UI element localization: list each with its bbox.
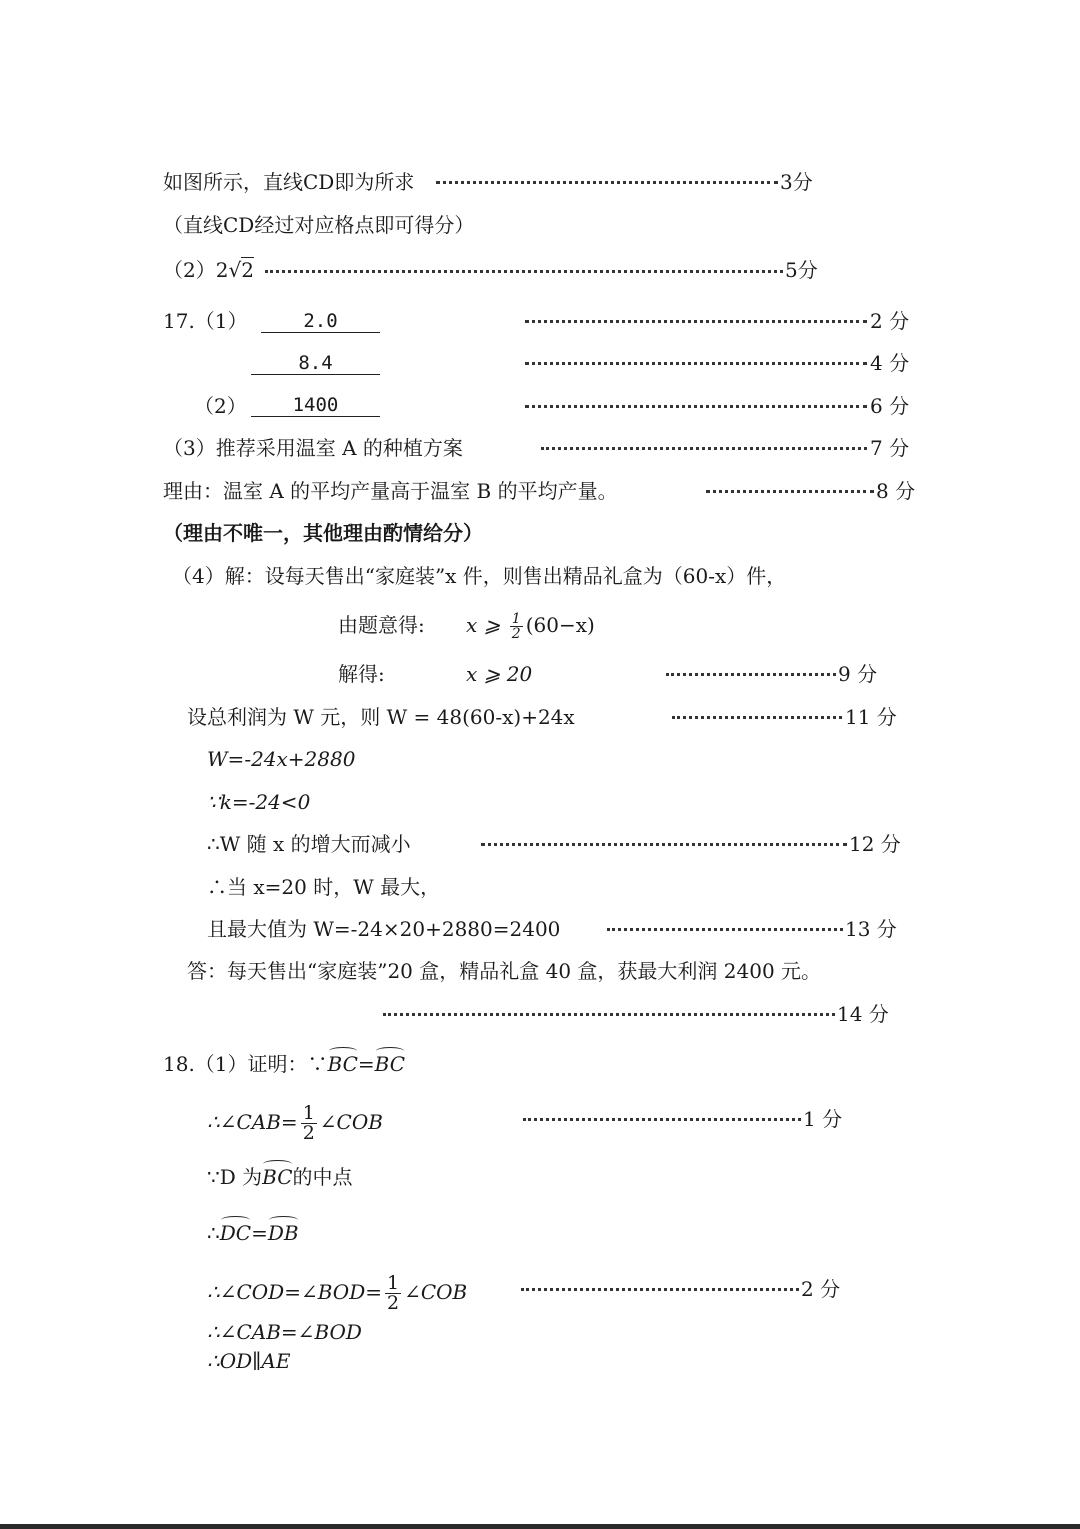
angle-cob: ∠COB bbox=[404, 1280, 468, 1304]
solution-line-cd: 如图所示，直线CD即为所求 bbox=[163, 170, 415, 194]
leader-dots bbox=[607, 928, 843, 931]
grading-note-cd: （直线CD经过对应格点即可得分） bbox=[163, 213, 475, 237]
leader-dots bbox=[541, 447, 867, 450]
score-2: 2 分 bbox=[801, 1277, 841, 1301]
final-answer: 答：每天售出“家庭装”20 盒，精品礼盒 40 盒，获最大利润 2400 元。 bbox=[187, 959, 822, 983]
solve-label: 解得: bbox=[338, 662, 385, 686]
score-12: 12 分 bbox=[849, 832, 901, 856]
blank-answer-2: 8.4 bbox=[251, 352, 380, 375]
angle-cod-relation bbox=[207, 1274, 467, 1313]
inequality-label: 由题意得: bbox=[338, 613, 425, 637]
profit-simplified: W=-24x+2880 bbox=[207, 747, 356, 771]
monotonic-statement: ∴W 随 x 的增大而减小 bbox=[207, 832, 411, 856]
inequality-rhs: (60−x) bbox=[525, 613, 595, 637]
page-bottom-edge bbox=[0, 1524, 1080, 1529]
leader-dots bbox=[525, 405, 867, 408]
leader-dots bbox=[436, 181, 778, 184]
score-4: 4 分 bbox=[870, 351, 910, 375]
inequality-expression bbox=[466, 611, 595, 641]
score-2: 2 分 bbox=[870, 309, 910, 333]
angle-equality: ∴∠CAB=∠BOD bbox=[207, 1320, 362, 1344]
leader-dots bbox=[521, 1288, 799, 1291]
leader-dots bbox=[666, 673, 836, 676]
inequality-lhs: x ⩾ bbox=[466, 613, 501, 637]
answer-2-root-2 bbox=[163, 256, 254, 284]
recommendation-line: （3）推荐采用温室 A 的种植方案 bbox=[163, 436, 463, 460]
leader-dots bbox=[672, 716, 842, 719]
reason-grading-note: （理由不唯一，其他理由酌情给分） bbox=[163, 521, 483, 545]
arc-bc: BC bbox=[374, 1052, 406, 1076]
parallel-conclusion: ∴OD∥AE bbox=[207, 1349, 291, 1373]
leader-dots bbox=[706, 490, 874, 493]
midpoint-statement bbox=[207, 1163, 353, 1191]
question-18-label: 18.（1）证明：∵ bbox=[163, 1052, 328, 1076]
midpoint-prefix: ∵D 为 bbox=[207, 1165, 263, 1189]
question-17-label: 17.（1） bbox=[163, 309, 248, 333]
score-9: 9 分 bbox=[838, 662, 878, 686]
fraction-half: $\frac{1}{2}$ bbox=[387, 1272, 400, 1314]
maximum-condition: ∴当 x=20 时，W 最大， bbox=[207, 875, 441, 899]
angle-cab-lhs: ∴∠CAB= bbox=[207, 1110, 298, 1134]
fraction-half: $\frac{1}{2}$ bbox=[302, 1102, 315, 1144]
leader-dots bbox=[523, 1118, 801, 1121]
score-3: 3分 bbox=[780, 170, 813, 194]
leader-dots bbox=[383, 1013, 835, 1016]
fraction-half: $\frac{1}{2}$ bbox=[511, 611, 521, 642]
sqrt-symbol: √ bbox=[228, 258, 242, 282]
score-6: 6 分 bbox=[870, 394, 910, 418]
leader-dots bbox=[265, 270, 783, 273]
blank-answer-3: 1400 bbox=[251, 394, 380, 417]
maximum-value: 且最大值为 W=-24×20+2880=2400 bbox=[207, 917, 561, 941]
radicand: 2 bbox=[241, 258, 254, 282]
answer-prefix: （2）2 bbox=[163, 258, 229, 282]
equals-sign: = bbox=[251, 1221, 268, 1245]
equals-sign: = bbox=[357, 1052, 375, 1076]
arc-bc: BC bbox=[327, 1052, 358, 1076]
part-4-setup: （4）解：设每天售出“家庭装”x 件，则售出精品礼盒为（60-x）件， bbox=[172, 564, 787, 588]
angle-cob: ∠COB bbox=[319, 1110, 383, 1134]
angle-cab-relation bbox=[207, 1104, 383, 1143]
blank-answer-1: 2.0 bbox=[261, 310, 380, 333]
score-14: 14 分 bbox=[837, 1002, 889, 1026]
leader-dots bbox=[481, 843, 847, 846]
arc-db: DB bbox=[267, 1221, 299, 1245]
midpoint-suffix: 的中点 bbox=[292, 1165, 353, 1189]
question-18-head bbox=[163, 1050, 405, 1078]
slope-condition: ∵k=-24<0 bbox=[207, 790, 311, 814]
part-2-label: （2） bbox=[194, 394, 247, 418]
arc-equality bbox=[207, 1219, 299, 1247]
arc-bc: BC bbox=[262, 1165, 293, 1189]
score-5: 5分 bbox=[785, 258, 818, 282]
score-1: 1 分 bbox=[803, 1107, 843, 1131]
score-11: 11 分 bbox=[845, 705, 897, 729]
leader-dots bbox=[525, 320, 867, 323]
angle-cod-lhs: ∴∠COD=∠BOD= bbox=[207, 1280, 382, 1304]
profit-function: 设总利润为 W 元，则 W = 48(60-x)+24x bbox=[187, 705, 575, 729]
score-13: 13 分 bbox=[845, 917, 897, 941]
score-8: 8 分 bbox=[876, 479, 916, 503]
leader-dots bbox=[525, 362, 867, 365]
arc-dc: DC bbox=[219, 1221, 252, 1245]
score-7: 7 分 bbox=[870, 436, 910, 460]
solve-result: x ⩾ 20 bbox=[466, 662, 533, 686]
reason-line: 理由：温室 A 的平均产量高于温室 B 的平均产量。 bbox=[163, 479, 618, 503]
therefore-symbol: ∴ bbox=[207, 1221, 220, 1245]
